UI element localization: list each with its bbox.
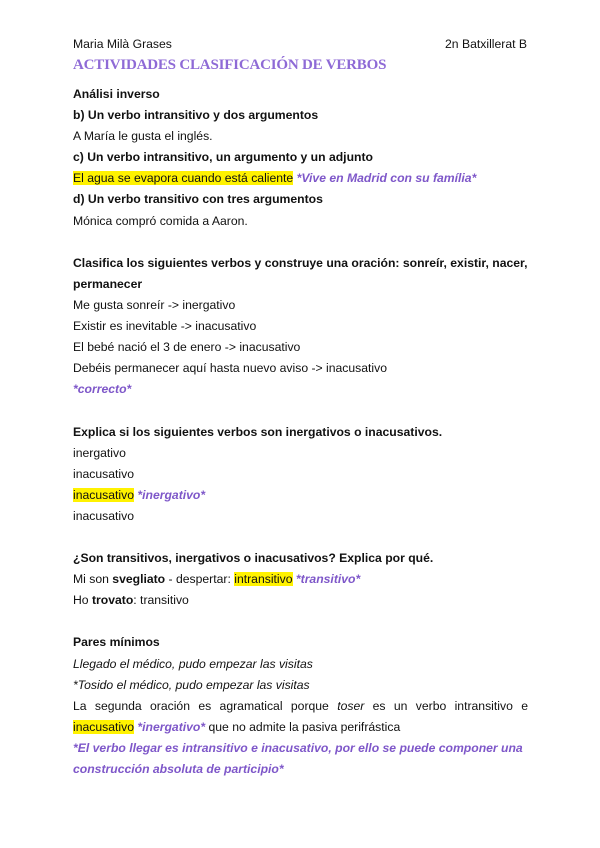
explica-line-1: inergativo — [73, 445, 126, 460]
explica-line-3 — [73, 485, 528, 506]
explica-line-2: inacusativo — [73, 466, 134, 481]
classify-line-1: Me gusta sonreír -> inergativo — [73, 297, 236, 312]
answer-c-line — [73, 168, 528, 189]
italian-line-1-highlighted: intransitivo — [234, 572, 293, 587]
italian-verb-svegliato: svegliato — [112, 572, 166, 587]
explanation-line-1 — [73, 696, 528, 717]
teacher-final-correction: *El verbo llegar es intransitivo e inacusativo, por ello se puede componer una construcción absoluta de participio* — [73, 740, 523, 776]
answer-b: A María le gusta el inglés. — [73, 129, 213, 144]
prompt-c: c) Un verbo intransitivo, un argumento y un adjunto — [73, 150, 373, 165]
explanation-verb-toser: toser — [337, 698, 365, 713]
explanation-pre: La segunda oración es agramatical porque — [73, 698, 338, 713]
classify-line-3: El bebé nació el 3 de enero -> inacusativo — [73, 340, 301, 355]
page-title: ACTIVIDADES CLASIFICACIÓN DE VERBOS — [73, 57, 387, 73]
explica-line-3-highlighted: inacusativo — [73, 487, 134, 502]
section-heading-clasifica: Clasifica los siguientes verbos y construye una oración: sonreír, existir, nacer, permanecer — [73, 255, 528, 291]
teacher-correction-svegliato: *transitivo* — [295, 572, 361, 587]
section-heading-analisi: Análisi inverso — [73, 87, 160, 101]
italian-line-2-pre: Ho — [73, 593, 92, 608]
explanation-line-2-post: que no admite la pasiva perifrástica — [205, 719, 401, 734]
italian-line-2-post: : transitivo — [133, 593, 189, 608]
teacher-correction-classify: *correcto* — [73, 382, 132, 397]
section-heading-explica: Explica si los siguientes verbos son inergativos o inacusativos. — [73, 424, 443, 439]
italian-line-1-pre: Mi son — [73, 572, 113, 587]
section-heading-transitivos: ¿Son transitivos, inergativos o inacusativos? Explica por qué. — [73, 551, 434, 566]
class-label: 2n Batxillerat B — [445, 37, 527, 51]
example-2: *Tosido el médico, pudo empezar las visitas — [73, 677, 310, 692]
classify-line-2: Existir es inevitable -> inacusativo — [73, 319, 257, 334]
explanation-line-2 — [73, 717, 528, 738]
classify-line-4: Debéis permanecer aquí hasta nuevo aviso -> inacusativo — [73, 361, 388, 376]
italian-line-2 — [73, 590, 528, 611]
answer-c-highlighted: El agua se evapora cuando está caliente — [73, 171, 294, 186]
teacher-correction-pares: *inergativo* — [137, 719, 206, 734]
prompt-b: b) Un verbo intransitivo y dos argumentos — [73, 108, 319, 123]
section-heading-pares: Pares mínimos — [73, 635, 160, 650]
prompt-d: d) Un verbo transitivo con tres argumentos — [73, 192, 323, 207]
italian-line-1-mid: - despertar: — [165, 572, 235, 587]
answer-d: Mónica compró comida a Aaron. — [73, 213, 248, 228]
example-1: Llegado el médico, pudo empezar las visitas — [73, 656, 313, 671]
teacher-correction-explica: *inergativo* — [137, 487, 206, 502]
explanation-post: es un verbo intransitivo e — [364, 698, 528, 713]
document-body — [73, 84, 528, 780]
explica-line-4: inacusativo — [73, 508, 134, 523]
italian-verb-trovato: trovato — [91, 593, 134, 608]
teacher-correction-c: *Vive en Madrid con su família* — [296, 171, 477, 186]
author-name: Maria Milà Grases — [73, 37, 172, 51]
explanation-highlighted: inacusativo — [73, 719, 134, 734]
italian-line-1 — [73, 569, 528, 590]
